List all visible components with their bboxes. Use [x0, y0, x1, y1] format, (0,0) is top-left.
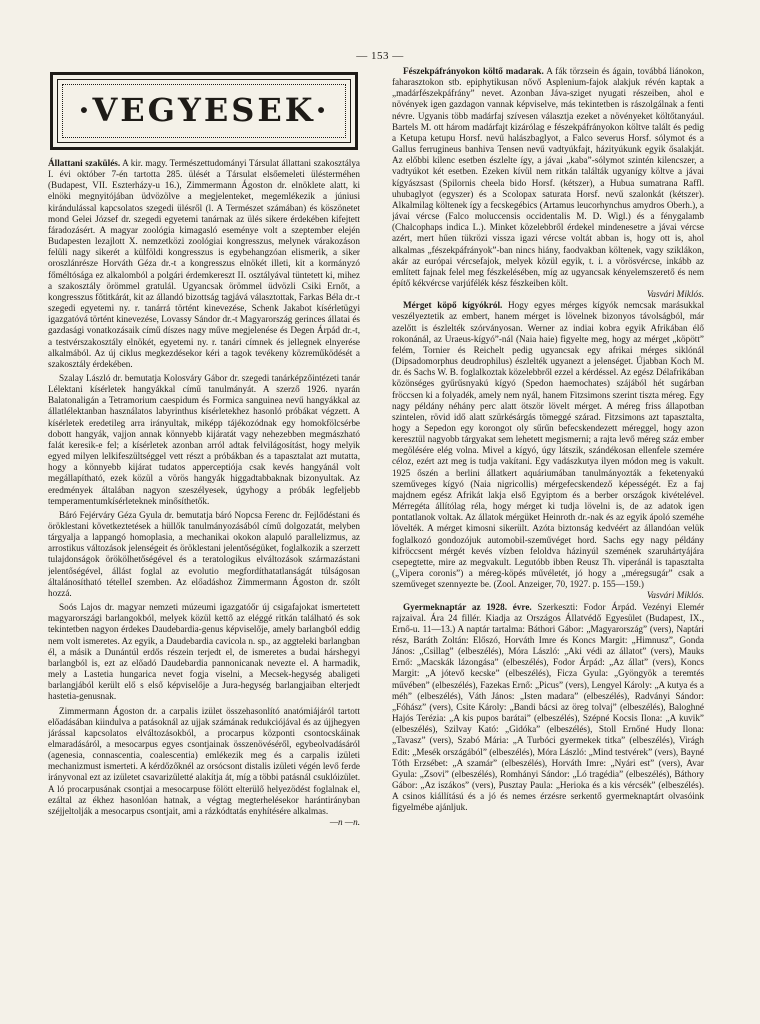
article-signature: Vasvári Miklós. — [646, 590, 704, 601]
article-heading: Gyermeknaptár az 1928. évre. — [403, 601, 532, 612]
article-signature: —n —n. — [329, 817, 360, 828]
article-text: A kir. magy. Természettudományi Társulat állattani szakosztálya I. évi október 7-én tartotta 285. ülését a Társulat elsőemeleti ülésterméhen (Budapest, VII. Eszterházy-u 16.), Zimmermann Ágoston dr. elnöklete alatt, ki elnöki megnyitójában üdvözölve a megjelenteket, megemlékezik a júniusi kirándulással kapcsolatos szegedi ülésről (l. A Természet számában) és köszönetet mond Gelei József dr. szegedi egyetemi tanárnak az ülés sikere érdekében kifejtett fáradozásért. A magyar zoológia kimagasló eseménye volt a szeptember elején Budapesten lezajlott X. nemzetközi zoológiai kongresszus, melynek várakozáson felüli nagy sikerét a külföldi kongresszus is egybehangzóan elismerik, a siker oroszlánrésze Horváth Géza dr.-t a kongresszus elnökét illeti, kit a kormányzó főméltósága ez alkalomból a polgári érdemkereszt II. osztályával tüntetett ki, mihez a szakosztály örömmel gratulál. Ugyancsak örömmel üdvözli Csiki Ernőt, a kongresszus főtitkárát, kit az állandó bizottság tagjává választottak, Farkas Béla dr.-t szegedi egyetemi ny. r. tanárrá történt kinevezése, Schenk Jakabot kísérletügyi igazgatóvá történt kinevezése, Lovassy Sándor dr.-t Magyarország gerinces állatai és gazdasági vonatkozásaik című díszes nagy műve megjelenése és Degen Árpád dr.-t, a testvérszakosztály elnökét, egyetemi ny. r. tanári címnek és jellegnek elnyerése alkalmából. Az új ciklus megkezdésekor kéri a tagok tevékeny közreműködését a szakosztály érdekében. — [48, 158, 360, 369]
left-column — [48, 68, 360, 1008]
section-title-box — [50, 72, 358, 150]
article-text: Szerkeszti: Fodor Árpád. Vezényi Elemér rajzaival. Ára 24 fillér. Kiadja az Országos Állatvédő Egyesület (Budapest, IX., Ernő-u. 11—13.) A naptár tartalma: Báthori Gábor: „Magyarország” (vers), Naptári rész, Baráth Zoltán: Előszó, Horváth Imre és Koncs Margit: „Himnusz”, Gonda János: „Csillag” (elbeszélés), Móra László: „Aki védi az állatot” (vers), Mauks Ernő: „Macskák lázongása” (elbeszélés), Fodor Árpád: „Az állat” (vers), Koncs Margit: „A jótevő kecske” (elbeszélés), Ficza Gyula: „Gyöngyök a teremtés művében” (elbeszélés), Fazekas Ernő: „Picus” (vers), Lengyel Károly: „A kutya és a méh” (elbeszélés), Váth János: „Isten madara” (elbeszélés), Radványi Sándor: „Fóhász” (vers), Csite Károly: „Bandi bácsi az öreg tolvaj” (elbeszélés), Baloghné Hajós Terézia: „A kis pupos barátai” (elbeszélés), Szépné Kocsis Ilona: „A kuvik” (elbeszélés), Szilvay Kató: „Gidóka” (elbeszélés), Stoll Ernőné Hudy Ilona: „Tavasz” (vers), Szabó Mária: „A Turbóci gyermekek titka” (elbeszélés), Virágh Edit: „Mesék országából” (elbeszélés), Móra László: „Mind testvérek” (vers), Bayné Tóth Erzsébet: „A szamár” (elbeszélés), Horváth Imre: „Nyári est” (vers), Avar Gyula: „Zsovi” (elbeszélés), Romhányi Sándor: „Ló tragédia” (elbeszélés), Báthory Gábor: „Az iszákos” (vers), Pusztay Paula: „Herioka és a kis vércsék” (elbeszélés). A csinos kiállítású és a jó és nemes érzésre serkentő gyermeknaptárt olvasóink figyelmébe ajánljuk. — [392, 601, 704, 813]
right-column — [392, 66, 704, 1006]
article-gyermeknaptar — [392, 602, 704, 814]
article-feszekpafrany — [392, 66, 704, 289]
article-paragraph: Báró Fejérváry Géza Gyula dr. bemutatja báró Nopcsa Ferenc dr. Fejlődéstani és öröklestani következtetések a hüllők tanulmányozásából című dolgozatát, melyben tárgyalja a lappangó homoplasia, a mechanikai okokon alapuló parallelizmus, az arrostikus változások jelenségeit és öröklestani jelentőségüket, foglalkozik a szerzett tulajdonságok örökölhetőségével és a teratologikus elváltozások származástani jelentőségével, állást foglal az evolutio megfordíthatatlanságát túlságosan általánosítható tételleI szemben. Az előadáshoz Zimmermann Ágoston dr. szólt hozzá. — [48, 509, 360, 598]
article-signature: Vasvári Miklós. — [646, 289, 704, 300]
article-allattani — [48, 158, 360, 370]
article-text: A fák törzsein és ágain, továbbá liánokon, faharasztokon stb. epiphytikusan nővő Asplenium-fajok alakjuk révén kaptak a „madárfészekpáfrány” nevet. Azonban Jáva-sziget nyugati részeiben, ahol e növények igen gazdagon vannak képviselve, más tekintetben is rászolgálnak a fenti névre. Ugyanis több madárfaj szívesen választja ezeket a növényeket költőtanyául. Bartels M. ott három madárfajt kizárólag e fészekpáfrányokon költve talált és pedig a Ketupa ketupu Horsf. nevű halászbaglyot, a Falco severus Horsf. sólymot és a Gallus ferrugineus banhiva Tensen nevű vadtyúkfajt, házityúkunk egyik ősalakját. Az előbbi kilenc esetben észlelte így, a jávai „kaba”-sólymot szintén kilencszer, a vadtyúkot két esetben. Ezeken kívül nem ritkán találták ugyanígy költve a jávai kígyászsast (Spilornis cheela bido Horsf. (kétszer), a Hubua sumatrana Raffl. uhubaglyot (egyszer) és a Scolopax saturata Horsf. nevű szalonkát (kétszer). Alkalmilag költenek így a fecskegébics (Artamus leucorhynchus amydros Oberh.), a jávai vércse (Falco moluccensis occidentalis M. D. Wigl.) és a fénygalamb (Chalcophaps indica L.). Minket közelebbről érdekel mindenesetre a jávai vércse azért, mert hűen tükrözi vissza igazi vércse voltát abban is, hogy ott is, ahol alkalmas „fészekpáfrányok”-ban nincs hiány, faodvakban költenek, vagy sziklákon, akár az európai vércsefajok, melyek közül egyik, t. i. a vörösvércse, inkább az említett fajnak felel meg fészkelésében, míg az ugyancsak kényelemszerető és nem építő kékvércse varjúfélék kész fészkeiben költ. — [392, 66, 704, 288]
article-heading: Állattani szakülés. — [48, 158, 121, 168]
section-title: ·VEGYESEK· — [78, 91, 330, 130]
article-text: Hogy egyes mérges kígyók nemcsak marásukkal veszélyeztetik az embert, hanem mérget is lövelnek bizonyos távolságból, már azelőtt is észlelték szórványosan. Werner az indiai kobra egyik Afrikában élő rokonánál, az Uraeus-kígyó”-nál (Naia haie) figyelte meg, hogy az mérget „köpött” felém, Tornier és Reichelt pedig ugyancsak egy afrikai mérges siklónál (Dipsadomorphus deudrophilus) észlelték ugyanezt a jelenséget. Újabban Koch M. dr. és Sachs W. B. foglalkoztak közelebbről ezzel a kérdéssel. Az egész Délafrikában közönséges gyűrűsnyakú kígyó (Spedon haemochates) szájából hét sugárban fröccsen ki a folyadék, amely nem nyál, hanem Fitzsimons szerint tiszta méreg. Egy nagy példány néhány perc alatt ötször lövelt mérget. A méreg friss állapotban szintelen, rövid idő alatt szürkésárgás tömeggé szárad. Fitzsimons azt tapasztalta, hogy a Sepedon egy korongot oly sűrűn befecskendezett méreggel, hogy azon keresztül nagyobb tárgyakat sem lehetett megismerni; a rajta levő méreg száz ember megölésére elég volna. Mivel a kígyó, úgy látszik, szándékosan ellenfele szemére céloz, ezért azt meg is tudja vakítani. Egy vadászkutya ilyen módon meg is vakult. 1925 őszén a berlini állatkert aquáriumában tanulmányozták a feketenyakú szeműveges kígyó (Naia nigricollis) mérgefecskendező képességét. Ez a faj majdnem egész Afrikát lakja első Egyiptom és a berber országok kivételével. Mérregéta állítólag réla, hogy mérget ki tudja lövelni is, de az adatok igen pontatlanok voltak. Az állatok mérgüket Heinroth dr.-nak és az egyik ápoló szeméhe lövelték. A mérget kimosni sikerült. Azóta biztonság kedvéért az állandóan velük foglalkozó gondozójuk automobil-szeművéget hord. Sachs egy nagy példány kifröccsent mérgét kevés vízben feloldva házinyúl szemének szaruhártyájára csepegtette, mire az megvakult. Legutóbb ibben Reusz Th. viperánál is tapasztalta („Vipera coronis”) a méreg-köpés művéletét, jó hogy a „méregsugár” csak a szeműveget szennyezte be. (Zool. Anzeiger, 70, 1927. p. 155—159.) — [392, 300, 704, 590]
page-number: — 153 — — [356, 50, 404, 62]
article-paragraph: Szalay László dr. bemutatja Kolosváry Gábor dr. szegedi tanárképzőintézeti tanár Lélektani kísérletek hangyákkal című tanulmányát. A szerző 1926. nyarán Balatonaligán a Tetramorium caespidum és Formica sanguinea nevű hangyákkal az állatlélektanban használatos labyrinthus kísérletekhez hasonló próbákat végzett. A kísérletek eredetileg arra irányultak, miképp tájékozódnak egy homokfölcsérbe dobott hangyák, vajjon annak könnyebb kijáratát vagy nehezebben megmászható falát keresik-e fel; a kísérletek azonban arról adtak felvilágosítást, hogy melyik egyed milyen lelkifeszültséggel vett részt a próbákban és a tapasztalat azt mutatta, hogy a könnyebb kijárat tudatos apperceptiója csak kevés hangyánál volt megállapítható, ezek közül a vörös hangyák higgadtabbaknak bizonyultak. Az eredmények általában nagyon szeszélyesek, úgyhogy a próbák legfeljebb temperamentumkísérleteknek minősíthetők. — [48, 372, 360, 506]
article-heading: Mérget köpő kígyókról. — [403, 300, 503, 311]
article-merget-kopo — [392, 300, 704, 590]
article-paragraph: Soós Lajos dr. magyar nemzeti múzeumi igazgatóőr új csigafajokat ismertetett magyarországi barlangokból, melyek közül kettő az eléggé ritkán található és sok tekintetben nagyon érdekes Daudebardia-genus képviselője, amely barlangból eddig nem volt ismeretes. Az egyik, a Daudebardia cavicola n. sp., az aggteleki barlangban él, a másik a Dunántúl erdős részein terjedt el, de ismeretes a budai hárshegyi barlangból is, ezt az előadó Daudebardia pannonicanak nevezte el. A harmadik, mely a Lastetia hungarica nevet fogja viselni, a Mecsek-hegység abaligeti barlangjából került elő s első képviselője a Jura-hegység barlangjaiban elterjedt hastetia-genusnak. — [48, 602, 360, 702]
article-heading: Fészekpáfrányokon költő madarak. — [403, 66, 544, 76]
article-paragraph: Zimmermann Ágoston dr. a carpalis izület összehasonlító anatómiájáról tartott előadásában kiindulva a patásoknál az ujjak számának redukciójával és az újjhegyen járással kapcsolatos elváltozásokból, a procarpus központi csontocskáinak elmaradásáról, a mesocarpus egyes csontjainak összenövéséről, egybeolvadásáról (agenesia, connascentia, coalescentia) emlékezik meg és a carpalis izületi mechanizmust ismerteti. A kérdőzőknél az orsócsont distalis izületi végén levő ferde irányvonal ezt az izületet csavarizületté alakítja át, míg a többi patásnál csuklóizület. A ló procarpusának csontjai a mesocarpuse fölött elterülő helyezödést foglalnak el, ezáltal az ékhez hasonlóan hatnak, a végtag megterhelésekor harántirányban széjjeltolják a mesocarpus csontjait, ami a rázkódtatás enyhítésére alkalmas. — [48, 705, 360, 816]
